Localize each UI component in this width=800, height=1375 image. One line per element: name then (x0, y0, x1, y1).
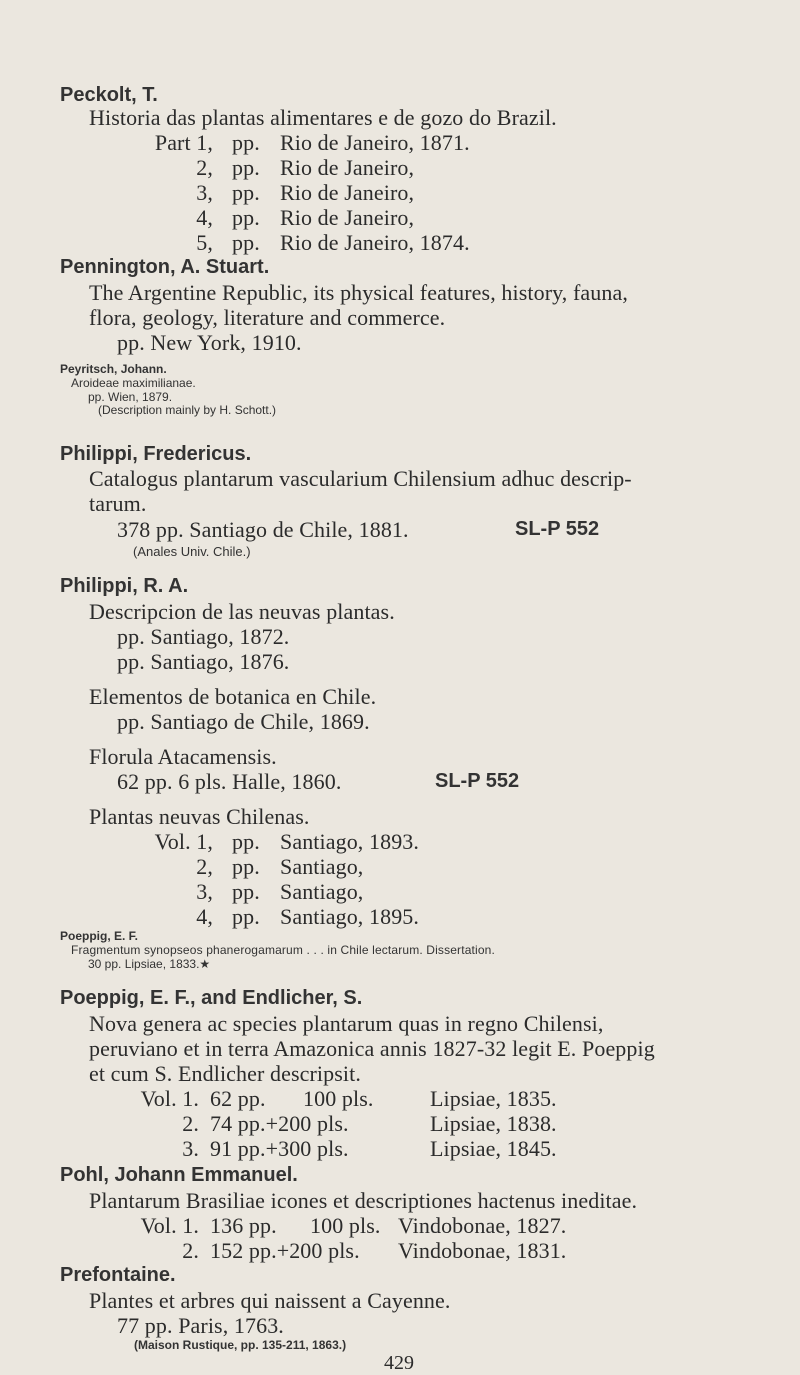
title-philippi-f-2: tarum. (89, 491, 147, 516)
author-prefontaine: Prefontaine. (60, 1264, 176, 1286)
vol-label: 2. (182, 1238, 199, 1263)
author-peyritsch: Peyritsch, Johann. (60, 362, 167, 376)
title-prefontaine: Plantes et arbres qui naissent a Cayenne. (89, 1288, 451, 1313)
vol-place: Santiago, (280, 854, 364, 879)
author-peckolt: Peckolt, T. (60, 84, 158, 106)
shelf-mark: SL-P 552 (435, 770, 520, 792)
part-place: Rio de Janeiro, 1871. (280, 130, 470, 155)
title-pennington-2: flora, geology, literature and commerce. (89, 305, 446, 330)
title-florula: Florula Atacamensis. (89, 744, 277, 769)
author-poeppig-endlicher: Poeppig, E. F., and Endlicher, S. (60, 987, 363, 1009)
vol-place: Lipsiae, 1835. (430, 1086, 557, 1111)
imprint-philippi-f: 378 pp. Santiago de Chile, 1881. (117, 517, 409, 542)
title-elementos: Elementos de botanica en Chile. (89, 684, 377, 709)
vol-pp: 152 pp.+200 pls. (210, 1238, 360, 1263)
vol-place: Lipsiae, 1845. (430, 1136, 557, 1161)
vol-pls: 100 pls. (310, 1213, 381, 1238)
part-label: 2, (196, 155, 213, 180)
part-place: Rio de Janeiro, (280, 180, 415, 205)
vol-pp: pp. (232, 829, 260, 854)
vol-pp: 91 pp.+300 pls. (210, 1136, 349, 1161)
imprint-peyritsch: pp. Wien, 1879. (88, 390, 173, 404)
title-pennington-1: The Argentine Republic, its physical features, history, fauna, (89, 280, 628, 305)
vol-place: Vindobonae, 1827. (398, 1213, 567, 1238)
note-philippi-f: (Anales Univ. Chile.) (133, 544, 251, 559)
vol-place: Vindobonae, 1831. (398, 1238, 567, 1263)
vol-label: Vol. 1. (140, 1213, 199, 1238)
part-pp: pp. (232, 205, 260, 230)
title-poeppig: Fragmentum synopseos phanerogamarum . . . in Chile lectarum. Dissertation. (71, 943, 495, 957)
vol-pp: pp. (232, 854, 260, 879)
imprint-poeppig: 30 pp. Lipsiae, 1833.★ (88, 957, 211, 971)
vol-label: 3. (182, 1136, 199, 1161)
vol-pls: 100 pls. (303, 1086, 374, 1111)
vol-place: Santiago, 1895. (280, 904, 419, 929)
vol-place: Santiago, 1893. (280, 829, 419, 854)
part-label: 4, (196, 205, 213, 230)
vol-label: Vol. 1. (140, 1086, 199, 1111)
vol-label: 3, (196, 879, 213, 904)
author-poeppig: Poeppig, E. F. (60, 929, 139, 943)
vol-label: 4, (196, 904, 213, 929)
author-philippi-r: Philippi, R. A. (60, 575, 189, 597)
title-pohl: Plantarum Brasiliae icones et descriptiones hactenus ineditae. (89, 1188, 638, 1213)
vol-label: 2, (196, 854, 213, 879)
part-place: Rio de Janeiro, 1874. (280, 230, 470, 255)
part-label: Part 1, (154, 130, 213, 155)
part-label: 5, (196, 230, 213, 255)
title-plantas: Plantas neuvas Chilenas. (89, 804, 310, 829)
vol-place: Santiago, (280, 879, 364, 904)
author-philippi-f: Philippi, Fredericus. (60, 443, 252, 465)
part-pp: pp. (232, 180, 260, 205)
page-number: 429 (384, 1352, 414, 1374)
vol-pp: 136 pp. (210, 1213, 277, 1238)
vol-pp: pp. (232, 904, 260, 929)
title-peyritsch: Aroideae maximilianae. (71, 376, 196, 390)
imprint-elementos: pp. Santiago de Chile, 1869. (117, 709, 370, 734)
part-place: Rio de Janeiro, (280, 205, 415, 230)
vol-pp: pp. (232, 879, 260, 904)
title-philippi-f-1: Catalogus plantarum vascularium Chilensium adhuc descrip- (89, 466, 632, 491)
part-pp: pp. (232, 155, 260, 180)
title-nova-genera-1: Nova genera ac species plantarum quas in regno Chilensi, (89, 1011, 604, 1036)
title-nova-genera-2: peruviano et in terra Amazonica annis 1827-32 legit E. Poeppig (89, 1036, 655, 1061)
part-pp: pp. (232, 230, 260, 255)
author-pennington: Pennington, A. Stuart. (60, 256, 270, 278)
vol-place: Lipsiae, 1838. (430, 1111, 557, 1136)
vol-pp: 74 pp.+200 pls. (210, 1111, 349, 1136)
part-label: 3, (196, 180, 213, 205)
title-nova-genera-3: et cum S. Endlicher descripsit. (89, 1061, 361, 1086)
title-peckolt: Historia das plantas alimentares e de gozo do Brazil. (89, 105, 557, 130)
vol-pp: 62 pp. (210, 1086, 266, 1111)
title-descripcion: Descripcion de las neuvas plantas. (89, 599, 395, 624)
part-place: Rio de Janeiro, (280, 155, 415, 180)
imprint-descripcion-2: pp. Santiago, 1876. (117, 649, 290, 674)
note-prefontaine: (Maison Rustique, pp. 135-211, 1863.) (134, 1338, 347, 1352)
part-pp: pp. (232, 130, 260, 155)
vol-label: Vol. 1, (154, 829, 213, 854)
shelf-mark: SL-P 552 (515, 518, 600, 540)
imprint-pennington: pp. New York, 1910. (117, 330, 302, 355)
imprint-descripcion-1: pp. Santiago, 1872. (117, 624, 290, 649)
imprint-florula: 62 pp. 6 pls. Halle, 1860. (117, 769, 342, 794)
note-peyritsch: (Description mainly by H. Schott.) (98, 403, 277, 417)
vol-label: 2. (182, 1111, 199, 1136)
author-pohl: Pohl, Johann Emmanuel. (60, 1164, 298, 1186)
imprint-prefontaine: 77 pp. Paris, 1763. (117, 1313, 284, 1338)
